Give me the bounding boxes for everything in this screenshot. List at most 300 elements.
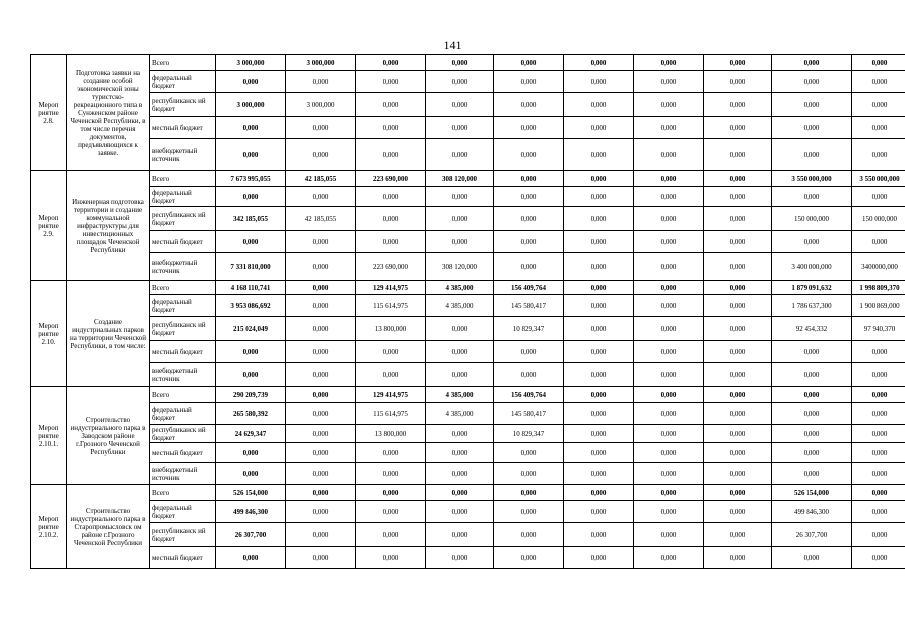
amount-cell: 3 000,000 [286, 55, 356, 71]
amount-cell: 0,000 [494, 93, 564, 117]
amount-cell: 0,000 [286, 295, 356, 317]
amount-cell: 10 829,347 [494, 425, 564, 443]
amount-cell: 0,000 [494, 443, 564, 463]
amount-cell: 0,000 [216, 117, 286, 139]
amount-cell: 0,000 [356, 117, 426, 139]
amount-cell: 1 998 809,370 [852, 281, 905, 295]
amount-cell: 97 940,370 [852, 317, 905, 341]
table-row [31, 253, 905, 281]
amount-cell: 0,000 [286, 463, 356, 485]
table-row [31, 117, 905, 139]
amount-cell: 223 690,000 [356, 171, 426, 187]
amount-cell: 0,000 [564, 501, 634, 523]
amount-cell: 0,000 [494, 363, 564, 387]
amount-cell: 0,000 [356, 523, 426, 547]
amount-cell: 0,000 [772, 387, 852, 403]
amount-cell: 0,000 [426, 71, 494, 93]
amount-cell: 0,000 [772, 93, 852, 117]
amount-cell: 0,000 [286, 425, 356, 443]
amount-cell: 0,000 [852, 501, 905, 523]
amount-cell: 265 580,392 [216, 403, 286, 425]
amount-cell: 499 846,300 [772, 501, 852, 523]
funding-source: внебюджетный источник [150, 363, 216, 387]
measure-description: Строительство индустриального парка в Старопромысловск ом районе г.Грозного Чеченской Республики [67, 485, 150, 569]
amount-cell: 26 307,700 [216, 523, 286, 547]
amount-cell: 0,000 [852, 425, 905, 443]
amount-cell: 0,000 [852, 443, 905, 463]
amount-cell: 0,000 [564, 281, 634, 295]
amount-cell: 0,000 [426, 363, 494, 387]
table-row [31, 231, 905, 253]
amount-cell: 0,000 [564, 207, 634, 231]
amount-cell: 0,000 [634, 253, 704, 281]
amount-cell: 0,000 [564, 187, 634, 207]
amount-cell: 1 786 637,300 [772, 295, 852, 317]
funding-source: местный бюджет [150, 341, 216, 363]
funding-source: Всего [150, 55, 216, 71]
amount-cell: 0,000 [564, 231, 634, 253]
amount-cell: 0,000 [564, 253, 634, 281]
amount-cell: 0,000 [704, 523, 772, 547]
amount-cell: 0,000 [634, 501, 704, 523]
amount-cell: 0,000 [704, 443, 772, 463]
funding-source: Всего [150, 281, 216, 295]
amount-cell: 0,000 [426, 425, 494, 443]
amount-cell: 0,000 [704, 387, 772, 403]
amount-cell: 0,000 [704, 231, 772, 253]
funding-source: Всего [150, 171, 216, 187]
amount-cell: 150 000,000 [852, 207, 905, 231]
funding-source: федеральный бюджет [150, 71, 216, 93]
amount-cell: 0,000 [286, 253, 356, 281]
amount-cell: 115 614,975 [356, 295, 426, 317]
amount-cell: 7 673 995,055 [216, 171, 286, 187]
amount-cell: 0,000 [216, 139, 286, 171]
amount-cell: 0,000 [704, 93, 772, 117]
amount-cell: 0,000 [286, 71, 356, 93]
amount-cell: 0,000 [634, 523, 704, 547]
table-row [31, 443, 905, 463]
amount-cell: 0,000 [494, 523, 564, 547]
amount-cell: 7 331 810,000 [216, 253, 286, 281]
amount-cell: 3 550 000,000 [772, 171, 852, 187]
amount-cell: 0,000 [772, 55, 852, 71]
amount-cell: 115 614,975 [356, 403, 426, 425]
table-row [31, 463, 905, 485]
amount-cell: 0,000 [564, 317, 634, 341]
amount-cell: 0,000 [286, 443, 356, 463]
funding-source: местный бюджет [150, 443, 216, 463]
amount-cell: 0,000 [494, 463, 564, 485]
amount-cell: 308 120,000 [426, 253, 494, 281]
table-row [31, 187, 905, 207]
amount-cell: 3 400 000,000 [772, 253, 852, 281]
amount-cell: 0,000 [772, 425, 852, 443]
amount-cell: 0,000 [356, 187, 426, 207]
amount-cell: 0,000 [286, 281, 356, 295]
amount-cell: 0,000 [704, 71, 772, 93]
amount-cell: 0,000 [494, 547, 564, 569]
amount-cell: 526 154,000 [216, 485, 286, 501]
amount-cell: 0,000 [426, 139, 494, 171]
measure-description: Создание индустриальных парков на территории Чеченской Республики, в том числе: [67, 281, 150, 387]
amount-cell: 0,000 [704, 463, 772, 485]
amount-cell: 0,000 [426, 187, 494, 207]
amount-cell: 0,000 [704, 485, 772, 501]
amount-cell: 0,000 [286, 187, 356, 207]
amount-cell: 0,000 [852, 403, 905, 425]
amount-cell: 145 580,417 [494, 403, 564, 425]
amount-cell: 0,000 [852, 139, 905, 171]
amount-cell: 0,000 [426, 317, 494, 341]
amount-cell: 0,000 [704, 55, 772, 71]
amount-cell: 13 800,000 [356, 425, 426, 443]
amount-cell: 10 829,347 [494, 317, 564, 341]
amount-cell: 0,000 [772, 341, 852, 363]
funding-source: местный бюджет [150, 231, 216, 253]
amount-cell: 0,000 [216, 363, 286, 387]
amount-cell: 0,000 [426, 55, 494, 71]
table-row [31, 501, 905, 523]
amount-cell: 0,000 [494, 341, 564, 363]
table-row [31, 341, 905, 363]
amount-cell: 0,000 [426, 501, 494, 523]
amount-cell: 0,000 [356, 501, 426, 523]
amount-cell: 0,000 [634, 485, 704, 501]
amount-cell: 0,000 [564, 463, 634, 485]
amount-cell: 0,000 [286, 387, 356, 403]
amount-cell: 0,000 [426, 207, 494, 231]
amount-cell: 0,000 [704, 425, 772, 443]
amount-cell: 0,000 [634, 463, 704, 485]
amount-cell: 0,000 [286, 341, 356, 363]
amount-cell: 0,000 [564, 443, 634, 463]
funding-source: республиканск ий бюджет [150, 425, 216, 443]
amount-cell: 0,000 [634, 71, 704, 93]
amount-cell: 0,000 [564, 341, 634, 363]
amount-cell: 0,000 [426, 485, 494, 501]
amount-cell: 0,000 [704, 171, 772, 187]
amount-cell: 0,000 [286, 523, 356, 547]
amount-cell: 42 185,055 [286, 207, 356, 231]
amount-cell: 0,000 [564, 117, 634, 139]
amount-cell: 0,000 [852, 71, 905, 93]
amount-cell: 0,000 [216, 341, 286, 363]
amount-cell: 0,000 [704, 187, 772, 207]
amount-cell: 0,000 [852, 341, 905, 363]
amount-cell: 0,000 [772, 443, 852, 463]
amount-cell: 0,000 [356, 207, 426, 231]
amount-cell: 0,000 [564, 55, 634, 71]
amount-cell: 0,000 [634, 363, 704, 387]
amount-cell: 0,000 [564, 403, 634, 425]
table-row [31, 295, 905, 317]
amount-cell: 0,000 [634, 55, 704, 71]
amount-cell: 0,000 [772, 231, 852, 253]
amount-cell: 342 185,055 [216, 207, 286, 231]
amount-cell: 0,000 [634, 387, 704, 403]
funding-source: федеральный бюджет [150, 295, 216, 317]
amount-cell: 0,000 [634, 139, 704, 171]
amount-cell: 0,000 [772, 403, 852, 425]
measure-description: Подготовка заявки на создание особой экономической зоны туристско-рекреационного типа в Сунженском районе Чеченской Республики, в том числе перечня документов, предъявляющихся к заявке. [67, 55, 150, 171]
amount-cell: 0,000 [704, 363, 772, 387]
amount-cell: 0,000 [634, 443, 704, 463]
amount-cell: 0,000 [494, 231, 564, 253]
amount-cell: 0,000 [564, 387, 634, 403]
table-row [31, 93, 905, 117]
amount-cell: 0,000 [564, 93, 634, 117]
amount-cell: 0,000 [216, 463, 286, 485]
amount-cell: 0,000 [852, 93, 905, 117]
amount-cell: 4 385,000 [426, 281, 494, 295]
table-row [31, 317, 905, 341]
funding-source: внебюджетный источник [150, 253, 216, 281]
measure-label: Мероп риятие 2.9. [31, 171, 67, 281]
amount-cell: 0,000 [426, 117, 494, 139]
page-number: 141 [443, 38, 462, 52]
amount-cell: 223 690,000 [356, 253, 426, 281]
amount-cell: 0,000 [356, 341, 426, 363]
funding-source: местный бюджет [150, 547, 216, 569]
amount-cell: 0,000 [564, 425, 634, 443]
funding-source: республиканск ий бюджет [150, 207, 216, 231]
funding-source: внебюджетный источник [150, 463, 216, 485]
amount-cell: 0,000 [704, 207, 772, 231]
amount-cell: 0,000 [286, 485, 356, 501]
amount-cell: 0,000 [426, 341, 494, 363]
amount-cell: 3 550 000,000 [852, 171, 905, 187]
funding-source: федеральный бюджет [150, 187, 216, 207]
amount-cell: 0,000 [426, 231, 494, 253]
amount-cell: 0,000 [356, 71, 426, 93]
table-row [31, 363, 905, 387]
budget-table [30, 54, 905, 569]
amount-cell: 129 414,975 [356, 387, 426, 403]
table-row [31, 281, 905, 295]
amount-cell: 0,000 [634, 281, 704, 295]
amount-cell: 0,000 [634, 341, 704, 363]
measure-label: Мероп риятие 2.10.2. [31, 485, 67, 569]
amount-cell: 0,000 [286, 547, 356, 569]
amount-cell: 0,000 [704, 253, 772, 281]
amount-cell: 0,000 [494, 139, 564, 171]
amount-cell: 4 168 110,741 [216, 281, 286, 295]
amount-cell: 156 409,764 [494, 281, 564, 295]
amount-cell: 0,000 [564, 485, 634, 501]
amount-cell: 0,000 [852, 523, 905, 547]
amount-cell: 92 454,332 [772, 317, 852, 341]
amount-cell: 0,000 [494, 501, 564, 523]
amount-cell: 0,000 [494, 207, 564, 231]
amount-cell: 0,000 [852, 463, 905, 485]
funding-source: республиканск ий бюджет [150, 523, 216, 547]
amount-cell: 0,000 [704, 547, 772, 569]
amount-cell: 0,000 [216, 443, 286, 463]
amount-cell: 0,000 [494, 485, 564, 501]
amount-cell: 0,000 [426, 443, 494, 463]
amount-cell: 0,000 [286, 363, 356, 387]
amount-cell: 0,000 [216, 547, 286, 569]
amount-cell: 1 879 091,632 [772, 281, 852, 295]
table-row [31, 425, 905, 443]
amount-cell: 42 185,055 [286, 171, 356, 187]
amount-cell: 26 307,700 [772, 523, 852, 547]
table-row [31, 55, 905, 71]
amount-cell: 0,000 [634, 207, 704, 231]
amount-cell: 3 000,000 [216, 93, 286, 117]
amount-cell: 0,000 [852, 231, 905, 253]
amount-cell: 0,000 [772, 187, 852, 207]
amount-cell: 0,000 [564, 139, 634, 171]
funding-source: внебюджетный источник [150, 139, 216, 171]
funding-source: федеральный бюджет [150, 501, 216, 523]
amount-cell: 0,000 [704, 139, 772, 171]
amount-cell: 0,000 [286, 317, 356, 341]
amount-cell: 0,000 [494, 171, 564, 187]
amount-cell: 0,000 [494, 187, 564, 207]
funding-source: Всего [150, 485, 216, 501]
table-row [31, 523, 905, 547]
amount-cell: 0,000 [772, 117, 852, 139]
amount-cell: 13 800,000 [356, 317, 426, 341]
amount-cell: 0,000 [634, 295, 704, 317]
amount-cell: 0,000 [634, 171, 704, 187]
amount-cell: 0,000 [216, 231, 286, 253]
table-row [31, 207, 905, 231]
amount-cell: 0,000 [356, 93, 426, 117]
amount-cell: 0,000 [634, 231, 704, 253]
funding-source: федеральный бюджет [150, 403, 216, 425]
funding-source: республиканск ий бюджет [150, 93, 216, 117]
measure-label: Мероп риятие 2.10. [31, 281, 67, 387]
amount-cell: 0,000 [704, 317, 772, 341]
funding-source: республиканск ий бюджет [150, 317, 216, 341]
amount-cell: 0,000 [564, 71, 634, 93]
table-row [31, 403, 905, 425]
amount-cell: 0,000 [216, 187, 286, 207]
amount-cell: 0,000 [634, 425, 704, 443]
amount-cell: 4 385,000 [426, 403, 494, 425]
amount-cell: 0,000 [564, 363, 634, 387]
amount-cell: 4 385,000 [426, 387, 494, 403]
amount-cell: 129 414,975 [356, 281, 426, 295]
amount-cell: 0,000 [772, 139, 852, 171]
amount-cell: 0,000 [772, 547, 852, 569]
amount-cell: 0,000 [852, 187, 905, 207]
amount-cell: 0,000 [852, 117, 905, 139]
amount-cell: 0,000 [356, 547, 426, 569]
amount-cell: 0,000 [216, 71, 286, 93]
amount-cell: 24 629,347 [216, 425, 286, 443]
measure-description: Строительство индустриального парка в Заводском районе г.Грозного Чеченской Республики [67, 387, 150, 485]
amount-cell: 0,000 [356, 485, 426, 501]
amount-cell: 0,000 [852, 547, 905, 569]
amount-cell: 3400000,000 [852, 253, 905, 281]
measure-label: Мероп риятие 2.10.1. [31, 387, 67, 485]
amount-cell: 0,000 [704, 117, 772, 139]
amount-cell: 145 580,417 [494, 295, 564, 317]
amount-cell: 0,000 [564, 547, 634, 569]
amount-cell: 0,000 [494, 71, 564, 93]
amount-cell: 150 000,000 [772, 207, 852, 231]
table-row [31, 547, 905, 569]
amount-cell: 0,000 [286, 231, 356, 253]
amount-cell: 0,000 [852, 485, 905, 501]
amount-cell: 3 000,000 [286, 93, 356, 117]
amount-cell: 0,000 [494, 117, 564, 139]
amount-cell: 156 409,764 [494, 387, 564, 403]
amount-cell: 0,000 [494, 253, 564, 281]
amount-cell: 0,000 [634, 547, 704, 569]
table-row [31, 171, 905, 187]
amount-cell: 0,000 [356, 363, 426, 387]
amount-cell: 290 209,739 [216, 387, 286, 403]
amount-cell: 0,000 [356, 55, 426, 71]
funding-source: Всего [150, 387, 216, 403]
amount-cell: 526 154,000 [772, 485, 852, 501]
measure-description: Инженерная подготовка территории и создание коммунальной инфраструктуры для инвестиционных площадок Чеченской Республики [67, 171, 150, 281]
amount-cell: 0,000 [356, 443, 426, 463]
amount-cell: 0,000 [286, 501, 356, 523]
funding-source: местный бюджет [150, 117, 216, 139]
amount-cell: 308 120,000 [426, 171, 494, 187]
amount-cell: 0,000 [564, 523, 634, 547]
amount-cell: 0,000 [704, 403, 772, 425]
amount-cell: 0,000 [704, 501, 772, 523]
amount-cell: 0,000 [634, 403, 704, 425]
amount-cell: 0,000 [564, 295, 634, 317]
amount-cell: 0,000 [356, 231, 426, 253]
amount-cell: 499 846,300 [216, 501, 286, 523]
amount-cell: 0,000 [634, 187, 704, 207]
amount-cell: 0,000 [426, 547, 494, 569]
amount-cell: 0,000 [704, 281, 772, 295]
amount-cell: 0,000 [772, 463, 852, 485]
amount-cell: 0,000 [286, 117, 356, 139]
amount-cell: 1 900 869,000 [852, 295, 905, 317]
amount-cell: 0,000 [564, 171, 634, 187]
amount-cell: 0,000 [426, 463, 494, 485]
amount-cell: 0,000 [772, 363, 852, 387]
amount-cell: 0,000 [426, 93, 494, 117]
table-row [31, 485, 905, 501]
amount-cell: 3 000,000 [216, 55, 286, 71]
amount-cell: 0,000 [634, 117, 704, 139]
amount-cell: 0,000 [852, 55, 905, 71]
table-row [31, 387, 905, 403]
table-row [31, 71, 905, 93]
amount-cell: 0,000 [852, 363, 905, 387]
table-row [31, 139, 905, 171]
amount-cell: 0,000 [356, 139, 426, 171]
measure-label: Мероп риятие 2.8. [31, 55, 67, 171]
amount-cell: 0,000 [704, 295, 772, 317]
amount-cell: 0,000 [426, 523, 494, 547]
amount-cell: 3 953 086,692 [216, 295, 286, 317]
amount-cell: 0,000 [634, 317, 704, 341]
amount-cell: 0,000 [356, 463, 426, 485]
amount-cell: 0,000 [704, 341, 772, 363]
amount-cell: 4 385,000 [426, 295, 494, 317]
amount-cell: 0,000 [494, 55, 564, 71]
amount-cell: 0,000 [852, 387, 905, 403]
amount-cell: 0,000 [772, 71, 852, 93]
amount-cell: 0,000 [634, 93, 704, 117]
amount-cell: 215 024,049 [216, 317, 286, 341]
amount-cell: 0,000 [286, 403, 356, 425]
amount-cell: 0,000 [286, 139, 356, 171]
